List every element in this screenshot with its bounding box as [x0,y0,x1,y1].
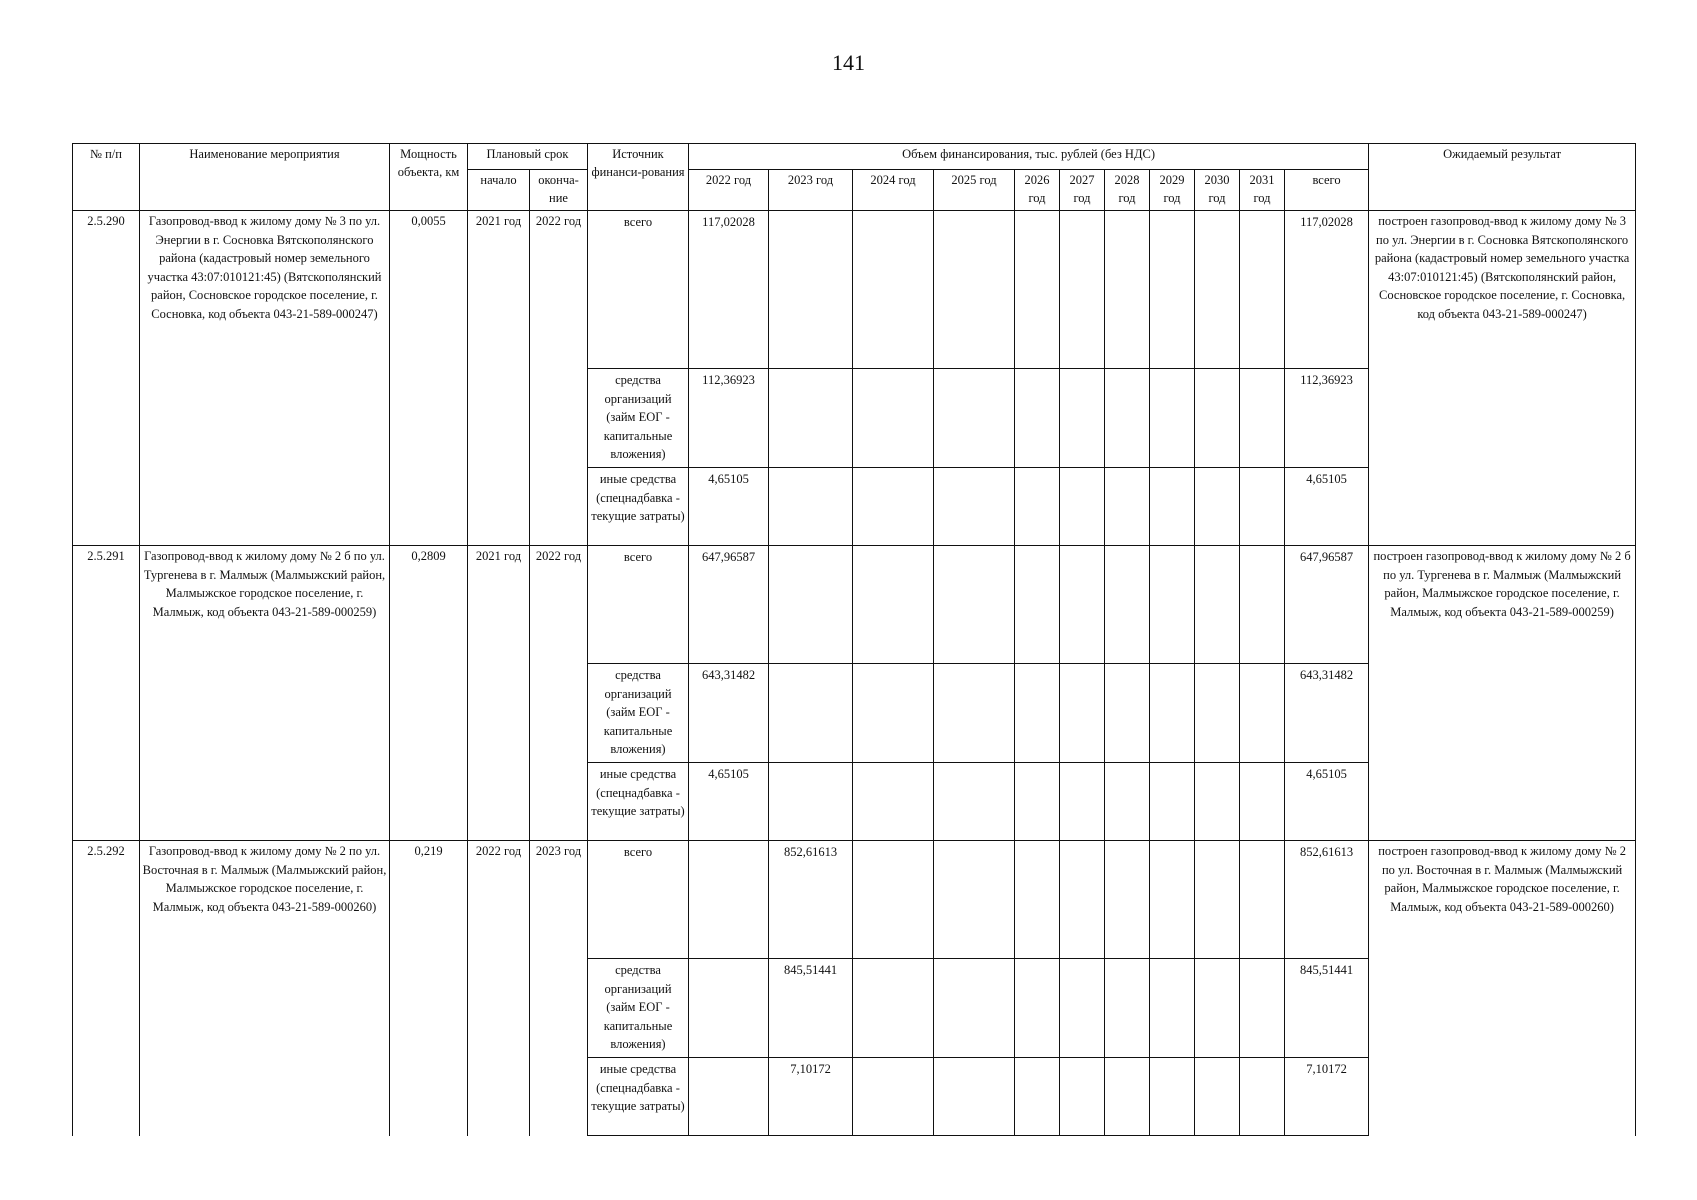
value-empty [1060,546,1105,664]
header-num: № п/п [73,144,140,211]
header-term-start: начало [468,170,530,211]
header-year: 2025 год [934,170,1015,211]
value-empty [1240,664,1285,763]
value-2022: 647,96587 [689,546,769,664]
value-total: 7,10172 [1285,1058,1369,1136]
row-num: 2.5.290 [73,211,140,546]
row-power: 0,219 [390,841,468,1136]
value-total: 112,36923 [1285,369,1369,468]
source-label: всего [588,211,689,369]
header-source: Источник финанси-рования [588,144,689,211]
header-volume: Объем финансирования, тыс. рублей (без НДС) [689,144,1369,170]
value-empty [1195,664,1240,763]
value-empty [934,664,1015,763]
value-empty [1240,763,1285,841]
table-row [73,211,1636,369]
value-empty [1105,546,1150,664]
value-empty [1060,959,1105,1058]
row-result: построен газопровод-ввод к жилому дому № 3 по ул. Энергии в г. Сосновка Вятскополянского района (кадастровый номер земельного участка 43:07:010121:45) (Вятскополянский район, Сосновское городское поселение, г. Сосновка, код объекта 043-21-589-000247) [1369,211,1636,546]
value-empty [1105,211,1150,369]
row-end: 2022 год [530,211,588,546]
row-num: 2.5.291 [73,546,140,841]
value-empty [853,211,934,369]
value-empty [1150,546,1195,664]
value-empty [1240,546,1285,664]
header-year: 2024 год [853,170,934,211]
row-start: 2021 год [468,546,530,841]
value-empty [1240,1058,1285,1136]
header-year: 2028 год [1105,170,1150,211]
value-2022: 117,02028 [689,211,769,369]
source-label: средства организаций (займ ЕОГ - капитальные вложения) [588,959,689,1058]
header-term: Плановый срок [468,144,588,170]
value-empty [934,841,1015,959]
value-empty [1015,763,1060,841]
value-2023: 7,10172 [769,1058,853,1136]
source-label: средства организаций (займ ЕОГ - капитальные вложения) [588,664,689,763]
source-label: иные средства (спецнадбавка - текущие затраты) [588,1058,689,1136]
value-empty [1015,468,1060,546]
value-total: 647,96587 [1285,546,1369,664]
value-2022: 643,31482 [689,664,769,763]
value-empty [1195,1058,1240,1136]
value-empty [934,959,1015,1058]
value-empty [1060,1058,1105,1136]
header-year: 2031 год [1240,170,1285,211]
financing-table [72,143,1636,1136]
table-row [73,841,1636,959]
value-empty [1240,369,1285,468]
value-empty [853,763,934,841]
value-empty [1195,763,1240,841]
header-result: Ожидаемый результат [1369,144,1636,211]
value-empty [853,664,934,763]
value-empty [1150,468,1195,546]
header-year: 2023 год [769,170,853,211]
source-label: иные средства (спецнадбавка - текущие затраты) [588,763,689,841]
value-empty [1060,468,1105,546]
value-empty [1150,211,1195,369]
value-2022: 4,65105 [689,763,769,841]
row-power: 0,0055 [390,211,468,546]
table-row [73,546,1636,664]
value-empty [1240,959,1285,1058]
header-name: Наименование мероприятия [140,144,390,211]
value-empty [853,1058,934,1136]
table-body [73,211,1636,1136]
value-empty [1015,664,1060,763]
row-end: 2023 год [530,841,588,1136]
value-empty [1015,211,1060,369]
value-total: 643,31482 [1285,664,1369,763]
value-empty [853,959,934,1058]
row-end: 2022 год [530,546,588,841]
header-term-end: оконча-ние [530,170,588,211]
value-empty [934,1058,1015,1136]
value-empty [1195,468,1240,546]
source-label: всего [588,546,689,664]
value-empty [1195,959,1240,1058]
value-2023 [769,468,853,546]
value-empty [934,211,1015,369]
value-2023: 852,61613 [769,841,853,959]
source-label: иные средства (спецнадбавка - текущие затраты) [588,468,689,546]
header-power: Мощность объекта, км [390,144,468,211]
row-result: построен газопровод-ввод к жилому дому № 2 по ул. Восточная в г. Малмыж (Малмыжский район, Малмыжское городское поселение, г. Малмыж, код объекта 043-21-589-000260) [1369,841,1636,1136]
value-empty [1240,468,1285,546]
row-name: Газопровод-ввод к жилому дому № 2 б по ул. Тургенева в г. Малмыж (Малмыжский район, Малмыжское городское поселение, г. Малмыж, код объекта 043-21-589-000259) [140,546,390,841]
value-total: 845,51441 [1285,959,1369,1058]
value-empty [1150,369,1195,468]
value-2023: 845,51441 [769,959,853,1058]
value-empty [1105,468,1150,546]
value-empty [1105,369,1150,468]
value-empty [853,546,934,664]
value-empty [934,369,1015,468]
value-empty [1150,763,1195,841]
value-empty [1195,369,1240,468]
value-total: 4,65105 [1285,468,1369,546]
value-empty [1060,211,1105,369]
header-year: 2030 год [1195,170,1240,211]
value-2022 [689,959,769,1058]
value-empty [1150,959,1195,1058]
value-empty [1150,664,1195,763]
value-empty [1060,664,1105,763]
value-empty [1015,1058,1060,1136]
value-total: 4,65105 [1285,763,1369,841]
header-year: 2022 год [689,170,769,211]
row-power: 0,2809 [390,546,468,841]
value-empty [1105,763,1150,841]
value-empty [1195,546,1240,664]
value-empty [1150,1058,1195,1136]
value-empty [853,468,934,546]
value-empty [1105,841,1150,959]
header-year: 2027 год [1060,170,1105,211]
source-label: всего [588,841,689,959]
value-empty [853,369,934,468]
row-result: построен газопровод-ввод к жилому дому № 2 б по ул. Тургенева в г. Малмыж (Малмыжский район, Малмыжское городское поселение, г. Малмыж, код объекта 043-21-589-000259) [1369,546,1636,841]
value-empty [1240,841,1285,959]
value-2022 [689,1058,769,1136]
row-name: Газопровод-ввод к жилому дому № 3 по ул. Энергии в г. Сосновка Вятскополянского района (кадастровый номер земельного участка 43:07:010121:45) (Вятскополянский район, Сосновское городское поселение, г. Сосновка, код объекта 043-21-589-000247) [140,211,390,546]
value-2023 [769,369,853,468]
value-2023 [769,546,853,664]
value-empty [1240,211,1285,369]
value-2022: 4,65105 [689,468,769,546]
header-year: 2026 год [1015,170,1060,211]
value-empty [1195,841,1240,959]
value-total: 852,61613 [1285,841,1369,959]
value-empty [934,763,1015,841]
row-name: Газопровод-ввод к жилому дому № 2 по ул. Восточная в г. Малмыж (Малмыжский район, Малмыжское городское поселение, г. Малмыж, код объекта 043-21-589-000260) [140,841,390,1136]
value-empty [1105,959,1150,1058]
value-empty [853,841,934,959]
value-empty [1150,841,1195,959]
row-num: 2.5.292 [73,841,140,1136]
value-2023 [769,763,853,841]
value-empty [1060,369,1105,468]
header-year: 2029 год [1150,170,1195,211]
value-empty [1015,959,1060,1058]
value-total: 117,02028 [1285,211,1369,369]
header-total: всего [1285,170,1369,211]
value-2022 [689,841,769,959]
value-empty [1015,546,1060,664]
value-2023 [769,211,853,369]
value-empty [1015,369,1060,468]
value-empty [1105,664,1150,763]
value-2022: 112,36923 [689,369,769,468]
value-empty [934,546,1015,664]
value-empty [1105,1058,1150,1136]
value-empty [1195,211,1240,369]
source-label: средства организаций (займ ЕОГ - капитальные вложения) [588,369,689,468]
row-start: 2022 год [468,841,530,1136]
value-empty [1060,841,1105,959]
page-number: 141 [832,50,865,75]
value-2023 [769,664,853,763]
value-empty [1015,841,1060,959]
value-empty [1060,763,1105,841]
value-empty [934,468,1015,546]
row-start: 2021 год [468,211,530,546]
